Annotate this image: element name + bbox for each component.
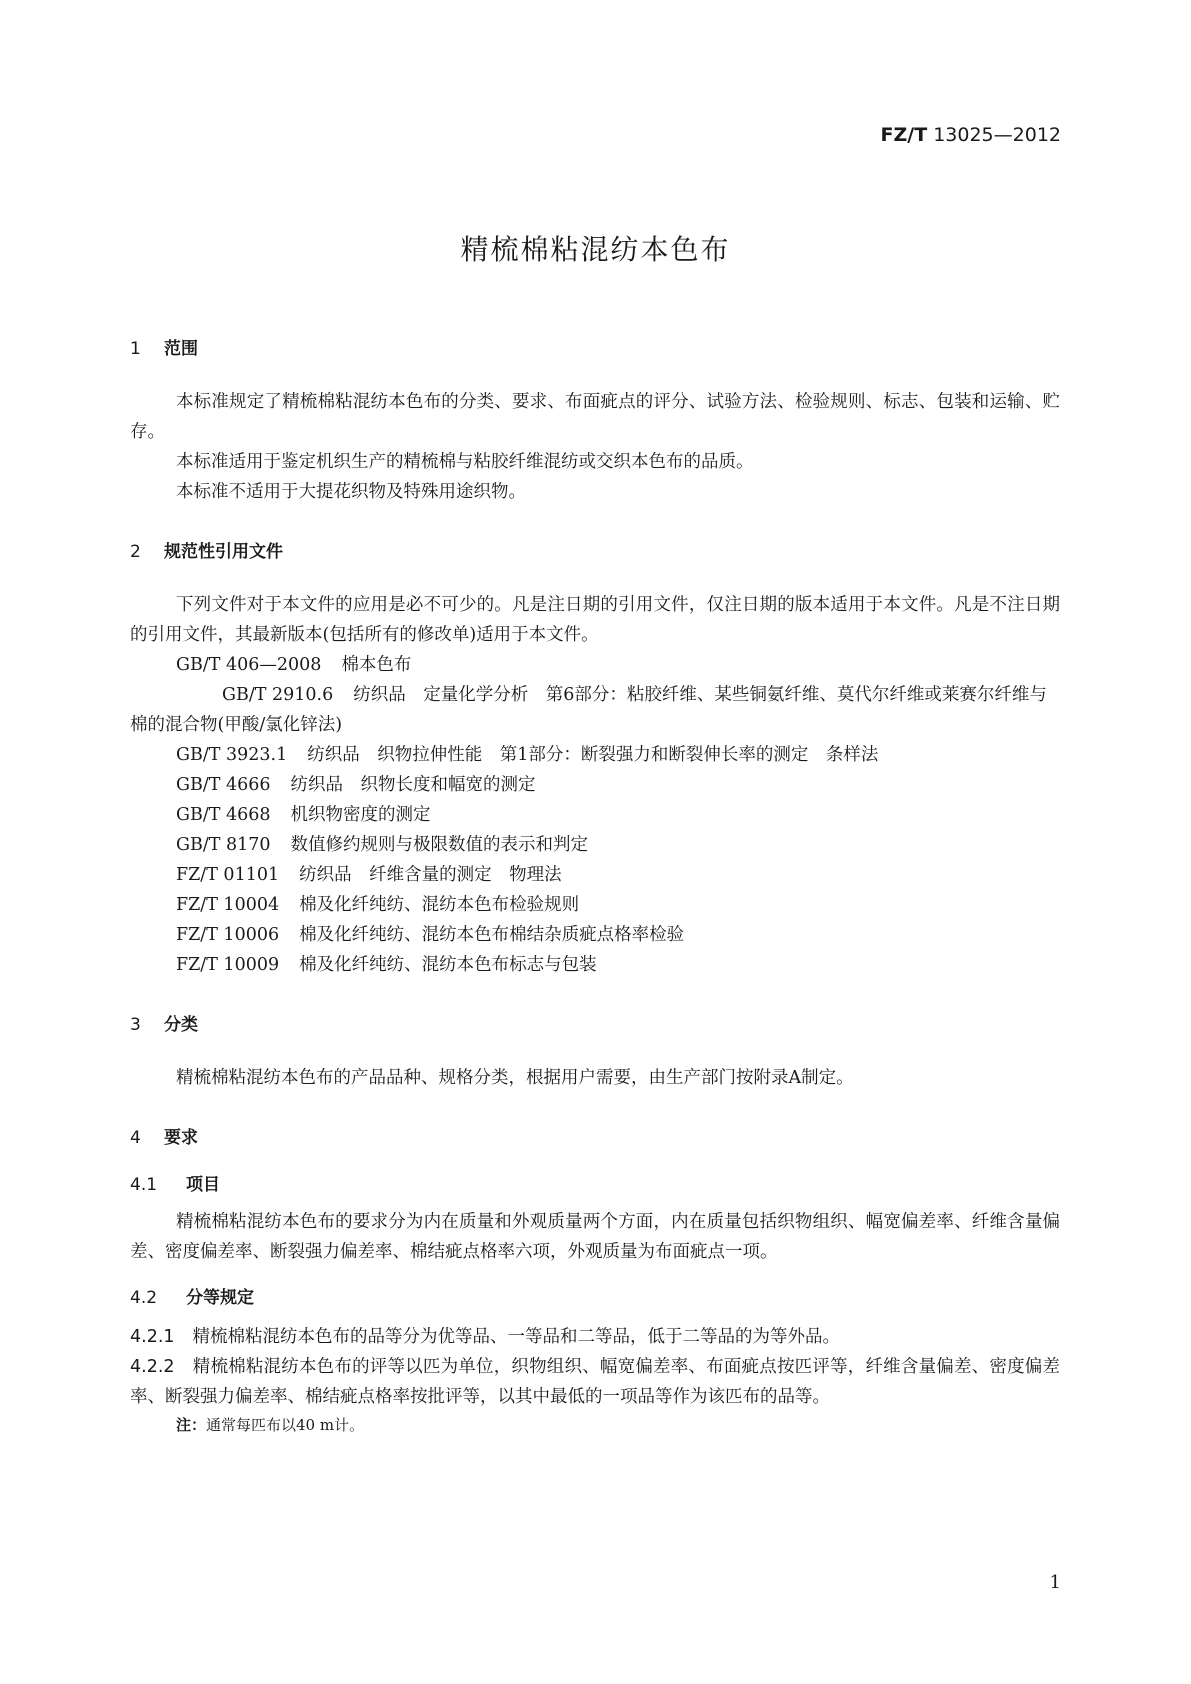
reference-title: 棉及化纤纯纺、混纺本色布检验规则 <box>299 895 580 915</box>
section-title: 分类 <box>164 1015 198 1035</box>
section-number: 4 <box>130 1128 141 1148</box>
clause-text: 精梳棉粘混纺本色布的品等分为优等品、一等品和二等品，低于二等品的为等外品。 <box>192 1327 841 1347</box>
reference-item <box>130 950 1060 980</box>
reference-item <box>130 860 1060 890</box>
paragraph: 本标准适用于鉴定机织生产的精梳棉与粘胶纤维混纺或交织本色布的品质。 <box>176 452 754 472</box>
reference-code: GB/T 4666 <box>176 775 271 795</box>
reference-code: FZ/T 10006 <box>176 925 280 945</box>
clause-4-2-1 <box>130 1322 1060 1352</box>
reference-title: 数值修约规则与极限数值的表示和判定 <box>290 835 589 855</box>
reference-code: GB/T 4668 <box>176 805 271 825</box>
section-3-heading <box>130 1010 1060 1035</box>
reference-item <box>130 740 1060 770</box>
standard-code <box>881 124 1062 146</box>
reference-code: FZ/T 10009 <box>176 955 280 975</box>
standard-code-prefix: FZ/T <box>880 124 928 146</box>
reference-code: FZ/T 01101 <box>176 865 280 885</box>
subsection-4-1-heading <box>130 1170 1060 1195</box>
reference-item <box>130 800 1060 830</box>
clause-4-2-2 <box>130 1352 1060 1412</box>
paragraph: 精梳棉粘混纺本色布的产品品种、规格分类，根据用户需要，由生产部门按附录A制定。 <box>176 1068 854 1088</box>
reference-code: GB/T 406—2008 <box>176 655 322 675</box>
reference-title: 纺织品 织物长度和幅宽的测定 <box>290 775 536 795</box>
document-body <box>130 334 1060 1438</box>
clause-text: 精梳棉粘混纺本色布的评等以匹为单位，织物组织、幅宽偏差率、布面疵点按匹评等，纤维含量偏差、密度偏差率、断裂强力偏差率、棉结疵点格率按批评等，以其中最低的一项品等作为该匹布的品等。 <box>130 1357 1060 1407</box>
section-number: 2 <box>130 542 141 562</box>
reference-item <box>130 890 1060 920</box>
reference-item <box>130 680 1060 740</box>
reference-code: GB/T 2910.6 <box>222 685 334 705</box>
clause-number: 4.2.1 <box>130 1327 175 1347</box>
section-4-heading <box>130 1123 1060 1148</box>
standard-code-number: 13025—2012 <box>933 124 1061 146</box>
section-number: 3 <box>130 1015 141 1035</box>
section-2-heading <box>130 537 1060 562</box>
note-text: 通常每匹布以40 m计。 <box>206 1416 365 1434</box>
note <box>130 1412 1060 1438</box>
note-label: 注： <box>176 1416 207 1434</box>
subsection-number: 4.1 <box>130 1175 158 1195</box>
paragraph: 本标准规定了精梳棉粘混纺本色布的分类、要求、布面疵点的评分、试验方法、检验规则、标志、包装和运输、贮存。 <box>130 392 1060 442</box>
reference-item <box>130 830 1060 860</box>
reference-item <box>130 650 1060 680</box>
subsection-4-2-heading <box>130 1283 1060 1308</box>
reference-title: 纺织品 织物拉伸性能 第1部分：断裂强力和断裂伸长率的测定 条样法 <box>307 745 879 765</box>
section-title: 规范性引用文件 <box>164 542 283 562</box>
reference-title: 棉本色布 <box>341 655 412 675</box>
reference-code: FZ/T 10004 <box>176 895 280 915</box>
clause-number: 4.2.2 <box>130 1357 175 1377</box>
subsection-title: 项目 <box>186 1175 220 1195</box>
reference-item <box>130 770 1060 800</box>
document-title: 精梳棉粘混纺本色布 <box>460 233 731 266</box>
reference-title: 纺织品 定量化学分析 第6部分：粘胶纤维、某些铜氨纤维、莫代尔纤维或莱赛尔纤维与棉的混合物(甲酸/氯化锌法) <box>130 685 1047 735</box>
paragraph: 精梳棉粘混纺本色布的要求分为内在质量和外观质量两个方面，内在质量包括织物组织、幅宽偏差率、纤维含量偏差、密度偏差率、断裂强力偏差率、棉结疵点格率六项，外观质量为布面疵点一项。 <box>130 1212 1060 1262</box>
reference-code: GB/T 3923.1 <box>176 745 288 765</box>
reference-title: 纺织品 纤维含量的测定 物理法 <box>299 865 562 885</box>
reference-code: GB/T 8170 <box>176 835 271 855</box>
reference-title: 棉及化纤纯纺、混纺本色布标志与包装 <box>299 955 597 975</box>
paragraph: 本标准不适用于大提花织物及特殊用途织物。 <box>176 482 526 502</box>
section-title: 范围 <box>164 339 198 359</box>
paragraph: 下列文件对于本文件的应用是必不可少的。凡是注日期的引用文件，仅注日期的版本适用于本文件。凡是不注日期的引用文件，其最新版本(包括所有的修改单)适用于本文件。 <box>130 595 1060 645</box>
section-number: 1 <box>130 339 141 359</box>
subsection-number: 4.2 <box>130 1288 158 1308</box>
reference-title: 棉及化纤纯纺、混纺本色布棉结杂质疵点格率检验 <box>299 925 685 945</box>
page-number: 1 <box>1049 1572 1061 1593</box>
reference-item <box>130 920 1060 950</box>
section-title: 要求 <box>164 1128 198 1148</box>
section-1-heading <box>130 334 1060 359</box>
subsection-title: 分等规定 <box>186 1288 254 1308</box>
reference-title: 机织物密度的测定 <box>290 805 431 825</box>
